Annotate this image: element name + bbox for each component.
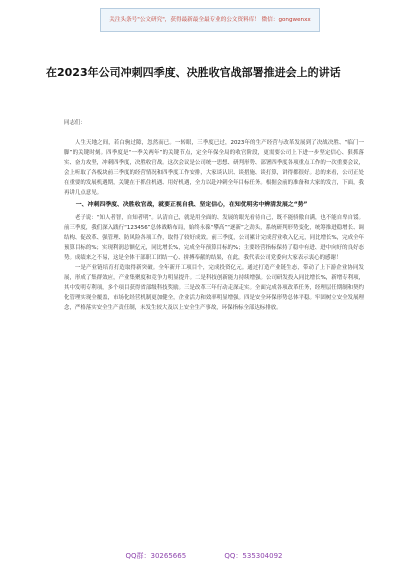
document-body xyxy=(64,118,364,313)
footer xyxy=(0,548,408,564)
paragraph: 老子说：“知人者智，自知者明”。认清自己，就是用全面的、发展的眼光看待自己，既不能骄傲自满，也不能自卑自馁。前三季度，我们深入践行“123456”总体战略布局，始终永葆“攀高”“逐新”之劲头，系统研判形势变化，统筹推进稳增长、调结构、促改革、强管理、防风险各项工作，取得了较好成效。前三季度，公司累计完成营业收入亿元，同比增长%，完成全年预算目标的%；实现利润总额亿元，同比增长%，完成全年预算目标的%；主要经营指标保持了稳中有进、进中向好的良好态势。成绩来之不易，这是全体干部职工团结一心、拼搏奉献的结果，在此，我代表公司党委向大家表示衷心的感谢！ xyxy=(64,214,364,262)
paragraph: 一是产业链培育打造取得新突破。全年新开工项目个，完成投资亿元。通过打造产业链生态，带动了上下游企业协同发展，形成了集群效应，产业集聚度和竞争力明显提升。二是科技创新能力持续增强。公司研发投入同比增长%，新增专利项，其中发明专利项，多个项目获得省部级科技奖励。三是改革三年行动走深走实。全面完成各项改革任务，经理层任期制和契约化管理实现全覆盖，市场化经营机制更加健全，企业活力和效率明显增强。四是安全环保形势总体平稳。牢固树立安全发展理念，严格落实安全生产责任制，未发生较大及以上安全生产事故，环保指标全部达标排放。 xyxy=(64,265,364,312)
paragraph: 人生天地之间，若白驹过隙，忽然而已。一转眼，三季度已过，2023年的生产经营与改革发展到了决战决胜、“临门一脚”的关键时刻。四季度是“一季关两年”的关键节点，定全年保全局的收官阶段，更需要公司上下进一步坚定信心、狠抓落实、奋力攻坚，冲刺四季度，决胜收官战。这次会议是公司统一思想、研判形势、部署四季度各项重点工作的一次重要会议，会上听取了各板块前三季度的经营情况和四季度工作安排，大家谈认识、谈措施、谈打算，讲得都很好。总的来看，公司正处在重要的发展机遇期，关键在于抓住机遇、用好机遇，全力以赴冲刺全年目标任务。根据会前的准备和大家的发言，下面，我再讲几点意见。 xyxy=(64,140,364,197)
salutation: 同志们： xyxy=(64,120,86,126)
section-heading: 一、冲刺四季度、决胜收官战，就要正视自我、坚定信心，在知优明劣中辨清发展之“势” xyxy=(75,202,308,209)
footer-qq: QQ：535304092 xyxy=(224,552,283,560)
footer-qq-group: QQ群：30265665 xyxy=(125,552,187,560)
top-banner: 关注头条号"公文研究"，获得最新最全最专业的公文资料库！ 微信：gongwenxx xyxy=(100,8,320,32)
document-title: 在2023年公司冲刺四季度、决胜收官战部署推进会上的讲话 xyxy=(46,66,341,79)
